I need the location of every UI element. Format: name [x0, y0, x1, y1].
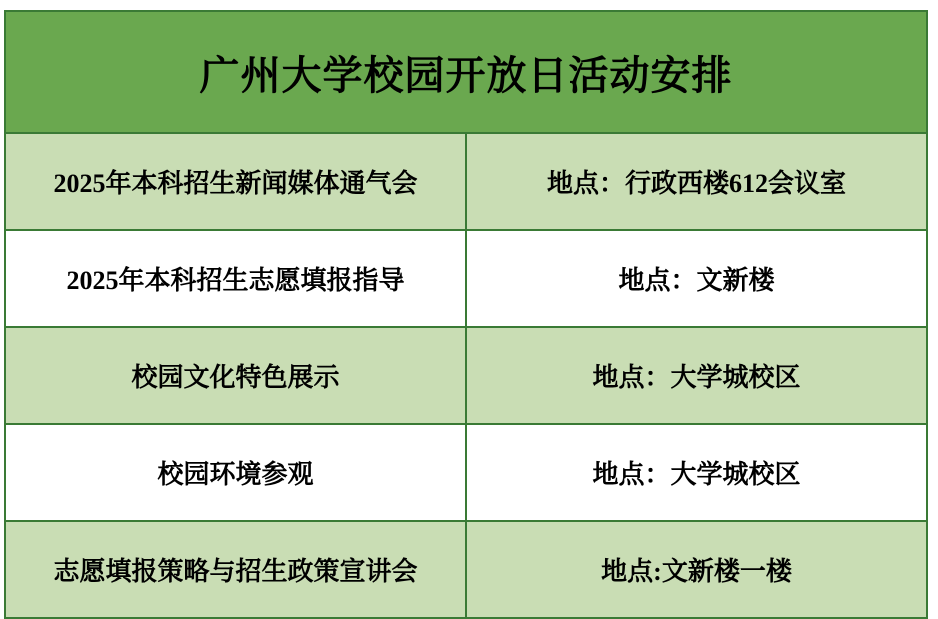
activity-cell: 校园环境参观 — [5, 424, 466, 521]
schedule-table — [4, 10, 928, 619]
table-row — [5, 424, 927, 521]
location-cell: 地点：行政西楼612会议室 — [466, 133, 927, 230]
page-title: 广州大学校园开放日活动安排 — [5, 11, 927, 133]
table-row — [5, 327, 927, 424]
location-cell: 地点：大学城校区 — [466, 327, 927, 424]
location-cell: 地点:文新楼一楼 — [466, 521, 927, 618]
activity-cell: 志愿填报策略与招生政策宣讲会 — [5, 521, 466, 618]
table-row — [5, 133, 927, 230]
table-row — [5, 521, 927, 618]
schedule-table-wrapper — [4, 10, 928, 608]
activity-cell: 2025年本科招生志愿填报指导 — [5, 230, 466, 327]
activity-cell: 2025年本科招生新闻媒体通气会 — [5, 133, 466, 230]
title-row — [5, 11, 927, 133]
location-cell: 地点：文新楼 — [466, 230, 927, 327]
activity-cell: 校园文化特色展示 — [5, 327, 466, 424]
location-cell: 地点：大学城校区 — [466, 424, 927, 521]
table-row — [5, 230, 927, 327]
